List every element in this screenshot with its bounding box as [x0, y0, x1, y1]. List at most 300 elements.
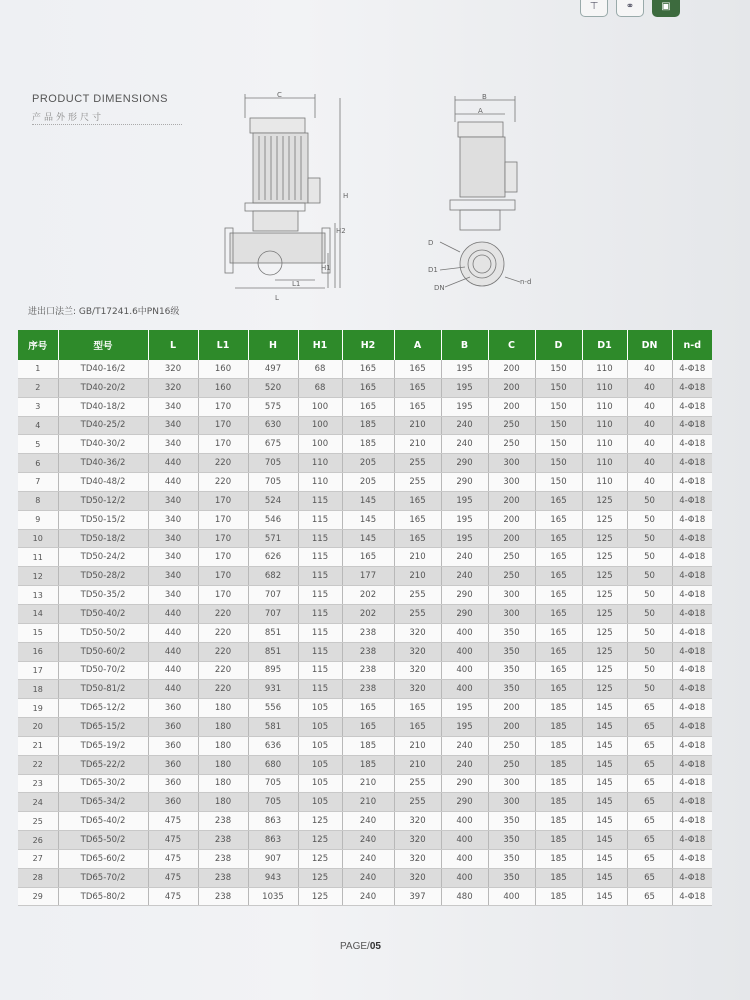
row-index-cell: 24 — [18, 793, 58, 812]
table-cell: 40 — [627, 378, 672, 397]
table-cell: 125 — [582, 529, 627, 548]
table-cell: 165 — [342, 699, 394, 718]
table-cell: 65 — [627, 736, 672, 755]
table-cell: 575 — [248, 397, 298, 416]
column-header: H1 — [298, 330, 342, 360]
table-cell: 350 — [488, 812, 535, 831]
model-cell: TD65-50/2 — [58, 831, 148, 850]
table-cell: 180 — [198, 774, 248, 793]
table-cell: 340 — [148, 435, 198, 454]
model-cell: TD65-12/2 — [58, 699, 148, 718]
table-cell: 165 — [535, 623, 582, 642]
table-cell: 682 — [248, 567, 298, 586]
table-cell: 220 — [198, 680, 248, 699]
table-cell: 400 — [441, 868, 488, 887]
table-cell: 110 — [582, 397, 627, 416]
table-cell: 4-Φ18 — [672, 642, 712, 661]
table-cell: 636 — [248, 736, 298, 755]
table-cell: 4-Φ18 — [672, 793, 712, 812]
table-cell: 290 — [441, 774, 488, 793]
table-cell: 4-Φ18 — [672, 454, 712, 473]
table-cell: 180 — [198, 718, 248, 737]
table-cell: 475 — [148, 887, 198, 906]
table-cell: 50 — [627, 661, 672, 680]
table-cell: 68 — [298, 378, 342, 397]
title-divider — [32, 124, 182, 125]
table-cell: 238 — [198, 812, 248, 831]
table-cell: 350 — [488, 623, 535, 642]
table-row — [18, 435, 712, 454]
table-cell: 200 — [488, 378, 535, 397]
table-cell: 630 — [248, 416, 298, 435]
table-cell: 320 — [394, 831, 441, 850]
table-cell: 4-Φ18 — [672, 360, 712, 378]
table-row — [18, 661, 712, 680]
table-cell: 40 — [627, 473, 672, 492]
table-cell: 195 — [441, 360, 488, 378]
table-cell: 105 — [298, 699, 342, 718]
table-cell: 220 — [198, 623, 248, 642]
table-cell: 320 — [394, 623, 441, 642]
table-cell: 350 — [488, 680, 535, 699]
table-cell: 125 — [582, 623, 627, 642]
table-cell: 250 — [488, 567, 535, 586]
row-index-cell: 17 — [18, 661, 58, 680]
row-index-cell: 23 — [18, 774, 58, 793]
table-cell: 110 — [298, 454, 342, 473]
table-row — [18, 360, 712, 378]
table-cell: 125 — [298, 868, 342, 887]
table-cell: 165 — [535, 604, 582, 623]
table-row — [18, 416, 712, 435]
table-cell: 4-Φ18 — [672, 548, 712, 567]
table-cell: 238 — [342, 623, 394, 642]
table-cell: 165 — [394, 397, 441, 416]
table-cell: 220 — [198, 661, 248, 680]
table-cell: 340 — [148, 567, 198, 586]
row-index-cell: 1 — [18, 360, 58, 378]
table-cell: 145 — [582, 831, 627, 850]
section-title: PRODUCT DIMENSIONS — [32, 93, 168, 105]
column-header: H2 — [342, 330, 394, 360]
table-cell: 238 — [198, 887, 248, 906]
table-cell: 115 — [298, 661, 342, 680]
table-cell: 68 — [298, 360, 342, 378]
table-cell: 863 — [248, 812, 298, 831]
table-row — [18, 831, 712, 850]
table-cell: 170 — [198, 529, 248, 548]
table-cell: 250 — [488, 548, 535, 567]
table-cell: 675 — [248, 435, 298, 454]
table-cell: 195 — [441, 510, 488, 529]
model-cell: TD50-15/2 — [58, 510, 148, 529]
column-header: L — [148, 330, 198, 360]
table-cell: 180 — [198, 755, 248, 774]
table-cell: 290 — [441, 793, 488, 812]
table-header-row — [18, 330, 712, 360]
table-cell: 115 — [298, 567, 342, 586]
table-cell: 65 — [627, 868, 672, 887]
table-cell: 165 — [342, 548, 394, 567]
table-cell: 165 — [342, 718, 394, 737]
table-cell: 210 — [342, 774, 394, 793]
model-cell: TD50-81/2 — [58, 680, 148, 699]
page-number-value: 05 — [369, 941, 381, 952]
model-cell: TD50-60/2 — [58, 642, 148, 661]
table-cell: 400 — [441, 642, 488, 661]
table-cell: 170 — [198, 548, 248, 567]
table-cell: 185 — [535, 793, 582, 812]
table-cell: 185 — [342, 416, 394, 435]
table-cell: 300 — [488, 454, 535, 473]
table-cell: 165 — [342, 397, 394, 416]
table-cell: 150 — [535, 473, 582, 492]
row-index-cell: 10 — [18, 529, 58, 548]
table-row — [18, 604, 712, 623]
table-cell: 320 — [148, 360, 198, 378]
model-cell: TD65-70/2 — [58, 868, 148, 887]
table-cell: 50 — [627, 680, 672, 699]
table-cell: 185 — [535, 755, 582, 774]
row-index-cell: 13 — [18, 586, 58, 605]
table-cell: 105 — [298, 718, 342, 737]
row-index-cell: 15 — [18, 623, 58, 642]
table-cell: 125 — [582, 604, 627, 623]
row-index-cell: 20 — [18, 718, 58, 737]
table-cell: 165 — [535, 642, 582, 661]
model-cell: TD50-28/2 — [58, 567, 148, 586]
table-cell: 240 — [441, 435, 488, 454]
table-cell: 400 — [441, 812, 488, 831]
table-cell: 65 — [627, 831, 672, 850]
table-cell: 440 — [148, 680, 198, 699]
row-index-cell: 3 — [18, 397, 58, 416]
table-cell: 205 — [342, 473, 394, 492]
table-cell: 210 — [394, 755, 441, 774]
model-cell: TD40-16/2 — [58, 360, 148, 378]
table-cell: 300 — [488, 604, 535, 623]
table-cell: 65 — [627, 718, 672, 737]
table-cell: 350 — [488, 642, 535, 661]
table-cell: 4-Φ18 — [672, 680, 712, 699]
table-cell: 255 — [394, 586, 441, 605]
table-cell: 125 — [582, 661, 627, 680]
table-row — [18, 623, 712, 642]
table-cell: 115 — [298, 548, 342, 567]
table-cell: 185 — [535, 718, 582, 737]
table-cell: 240 — [342, 812, 394, 831]
table-cell: 210 — [394, 416, 441, 435]
row-index-cell: 16 — [18, 642, 58, 661]
model-cell: TD65-60/2 — [58, 849, 148, 868]
table-cell: 200 — [488, 699, 535, 718]
table-cell: 180 — [198, 699, 248, 718]
table-cell: 65 — [627, 849, 672, 868]
table-cell: 125 — [298, 812, 342, 831]
table-cell: 145 — [582, 868, 627, 887]
table-cell: 165 — [535, 548, 582, 567]
row-index-cell: 19 — [18, 699, 58, 718]
table-cell: 170 — [198, 416, 248, 435]
table-cell: 115 — [298, 529, 342, 548]
table-cell: 40 — [627, 416, 672, 435]
column-header: L1 — [198, 330, 248, 360]
table-cell: 200 — [488, 491, 535, 510]
model-cell: TD50-24/2 — [58, 548, 148, 567]
table-cell: 238 — [342, 680, 394, 699]
table-cell: 170 — [198, 435, 248, 454]
table-cell: 238 — [342, 642, 394, 661]
table-cell: 185 — [535, 774, 582, 793]
model-cell: TD50-70/2 — [58, 661, 148, 680]
dim-label-h1: H1 — [321, 264, 331, 272]
table-cell: 145 — [582, 849, 627, 868]
table-cell: 150 — [535, 435, 582, 454]
table-cell: 170 — [198, 567, 248, 586]
table-cell: 105 — [298, 736, 342, 755]
row-index-cell: 2 — [18, 378, 58, 397]
table-cell: 255 — [394, 793, 441, 812]
table-cell: 115 — [298, 586, 342, 605]
table-cell: 863 — [248, 831, 298, 850]
table-cell: 320 — [394, 849, 441, 868]
model-cell: TD65-34/2 — [58, 793, 148, 812]
table-cell: 524 — [248, 491, 298, 510]
table-cell: 185 — [535, 849, 582, 868]
table-row — [18, 849, 712, 868]
pump-front-view-drawing — [420, 92, 550, 297]
table-cell: 240 — [441, 567, 488, 586]
dim-label-l: L — [275, 294, 279, 302]
table-cell: 105 — [298, 793, 342, 812]
table-cell: 4-Φ18 — [672, 831, 712, 850]
table-cell: 125 — [298, 831, 342, 850]
table-cell: 238 — [198, 831, 248, 850]
table-cell: 110 — [582, 378, 627, 397]
dim-label-a: A — [478, 107, 483, 115]
table-cell: 290 — [441, 473, 488, 492]
table-row — [18, 491, 712, 510]
table-cell: 240 — [342, 849, 394, 868]
model-cell: TD40-18/2 — [58, 397, 148, 416]
table-cell: 240 — [342, 887, 394, 906]
table-cell: 170 — [198, 586, 248, 605]
table-cell: 202 — [342, 604, 394, 623]
table-cell: 1035 — [248, 887, 298, 906]
model-cell: TD65-15/2 — [58, 718, 148, 737]
table-cell: 581 — [248, 718, 298, 737]
table-cell: 546 — [248, 510, 298, 529]
table-cell: 320 — [394, 680, 441, 699]
table-cell: 125 — [582, 567, 627, 586]
table-row — [18, 699, 712, 718]
row-index-cell: 7 — [18, 473, 58, 492]
row-index-cell: 18 — [18, 680, 58, 699]
table-row — [18, 510, 712, 529]
link-icon[interactable]: ⚭ — [616, 0, 644, 17]
table-cell: 110 — [582, 360, 627, 378]
table-cell: 165 — [394, 360, 441, 378]
table-cell: 180 — [198, 736, 248, 755]
pump-icon[interactable]: ⊤ — [580, 0, 608, 17]
table-cell: 100 — [298, 435, 342, 454]
table-cell: 115 — [298, 642, 342, 661]
table-row — [18, 397, 712, 416]
table-cell: 4-Φ18 — [672, 435, 712, 454]
table-cell: 145 — [582, 699, 627, 718]
table-row — [18, 548, 712, 567]
row-index-cell: 6 — [18, 454, 58, 473]
table-cell: 360 — [148, 736, 198, 755]
table-cell: 4-Φ18 — [672, 661, 712, 680]
table-row — [18, 567, 712, 586]
table-cell: 238 — [198, 868, 248, 887]
table-row — [18, 812, 712, 831]
table-cell: 220 — [198, 473, 248, 492]
table-cell: 185 — [535, 868, 582, 887]
table-cell: 4-Φ18 — [672, 529, 712, 548]
model-cell: TD65-19/2 — [58, 736, 148, 755]
table-cell: 185 — [342, 435, 394, 454]
flange-standard-note: 进出口法兰: GB/T17241.6中PN16级 — [28, 307, 180, 317]
table-cell: 4-Φ18 — [672, 887, 712, 906]
table-cell: 440 — [148, 454, 198, 473]
table-cell: 165 — [535, 586, 582, 605]
table-cell: 220 — [198, 454, 248, 473]
model-cell: TD65-30/2 — [58, 774, 148, 793]
dim-label-l1: L1 — [292, 280, 301, 288]
table-cell: 200 — [488, 510, 535, 529]
table-row — [18, 454, 712, 473]
column-header: H — [248, 330, 298, 360]
table-cell: 195 — [441, 718, 488, 737]
table-cell: 300 — [488, 793, 535, 812]
table-cell: 165 — [342, 360, 394, 378]
table-cell: 350 — [488, 868, 535, 887]
table-cell: 707 — [248, 586, 298, 605]
dim-label-h: H — [343, 192, 349, 200]
table-cell: 4-Φ18 — [672, 491, 712, 510]
table-cell: 238 — [198, 849, 248, 868]
model-cell: TD40-48/2 — [58, 473, 148, 492]
table-cell: 202 — [342, 586, 394, 605]
table-row — [18, 755, 712, 774]
column-header: B — [441, 330, 488, 360]
page-label: PAGE/ — [340, 941, 370, 952]
table-cell: 4-Φ18 — [672, 604, 712, 623]
model-cell: TD50-35/2 — [58, 586, 148, 605]
table-cell: 150 — [535, 416, 582, 435]
table-cell: 65 — [627, 793, 672, 812]
table-cell: 100 — [298, 416, 342, 435]
table-cell: 165 — [535, 661, 582, 680]
table-cell: 195 — [441, 699, 488, 718]
table-cell: 895 — [248, 661, 298, 680]
table-cell: 50 — [627, 623, 672, 642]
row-index-cell: 9 — [18, 510, 58, 529]
table-cell: 340 — [148, 510, 198, 529]
table-cell: 150 — [535, 397, 582, 416]
table-cell: 65 — [627, 887, 672, 906]
table-cell: 165 — [342, 378, 394, 397]
table-cell: 200 — [488, 718, 535, 737]
table-cell: 210 — [342, 793, 394, 812]
table-cell: 195 — [441, 529, 488, 548]
table-cell: 165 — [535, 491, 582, 510]
table-cell: 250 — [488, 416, 535, 435]
dim-label-c: C — [277, 91, 282, 99]
table-cell: 240 — [441, 416, 488, 435]
dim-label-d: D — [428, 239, 434, 247]
table-cell: 110 — [582, 435, 627, 454]
model-cell: TD40-25/2 — [58, 416, 148, 435]
table-cell: 556 — [248, 699, 298, 718]
table-cell: 300 — [488, 473, 535, 492]
table-cell: 400 — [488, 887, 535, 906]
table-cell: 475 — [148, 812, 198, 831]
table-cell: 185 — [535, 699, 582, 718]
model-cell: TD40-30/2 — [58, 435, 148, 454]
table-cell: 4-Φ18 — [672, 849, 712, 868]
table-cell: 250 — [488, 736, 535, 755]
table-cell: 110 — [582, 454, 627, 473]
top-icon-bar — [580, 0, 680, 17]
table-cell: 115 — [298, 680, 342, 699]
table-cell: 50 — [627, 642, 672, 661]
table-cell: 360 — [148, 774, 198, 793]
row-index-cell: 22 — [18, 755, 58, 774]
table-cell: 4-Φ18 — [672, 416, 712, 435]
column-header: D1 — [582, 330, 627, 360]
table-cell: 440 — [148, 473, 198, 492]
table-cell: 65 — [627, 812, 672, 831]
model-cell: TD50-12/2 — [58, 491, 148, 510]
table-cell: 475 — [148, 831, 198, 850]
column-header: D — [535, 330, 582, 360]
table-cell: 165 — [535, 567, 582, 586]
table-cell: 165 — [535, 510, 582, 529]
pump-active-icon[interactable]: ▣ — [652, 0, 680, 17]
table-cell: 115 — [298, 491, 342, 510]
model-cell: TD65-22/2 — [58, 755, 148, 774]
table-cell: 520 — [248, 378, 298, 397]
table-cell: 50 — [627, 586, 672, 605]
table-cell: 240 — [441, 755, 488, 774]
row-index-cell: 4 — [18, 416, 58, 435]
table-cell: 400 — [441, 831, 488, 850]
table-cell: 40 — [627, 454, 672, 473]
column-header: DN — [627, 330, 672, 360]
table-cell: 4-Φ18 — [672, 868, 712, 887]
table-row — [18, 378, 712, 397]
table-cell: 185 — [535, 736, 582, 755]
table-cell: 360 — [148, 755, 198, 774]
table-cell: 195 — [441, 397, 488, 416]
table-cell: 340 — [148, 491, 198, 510]
table-cell: 145 — [582, 887, 627, 906]
table-cell: 210 — [394, 435, 441, 454]
table-cell: 65 — [627, 774, 672, 793]
table-cell: 397 — [394, 887, 441, 906]
row-index-cell: 27 — [18, 849, 58, 868]
table-row — [18, 887, 712, 906]
pump-side-view-drawing — [215, 88, 355, 308]
table-cell: 907 — [248, 849, 298, 868]
table-cell: 115 — [298, 604, 342, 623]
table-cell: 145 — [582, 736, 627, 755]
table-cell: 320 — [394, 868, 441, 887]
table-cell: 497 — [248, 360, 298, 378]
